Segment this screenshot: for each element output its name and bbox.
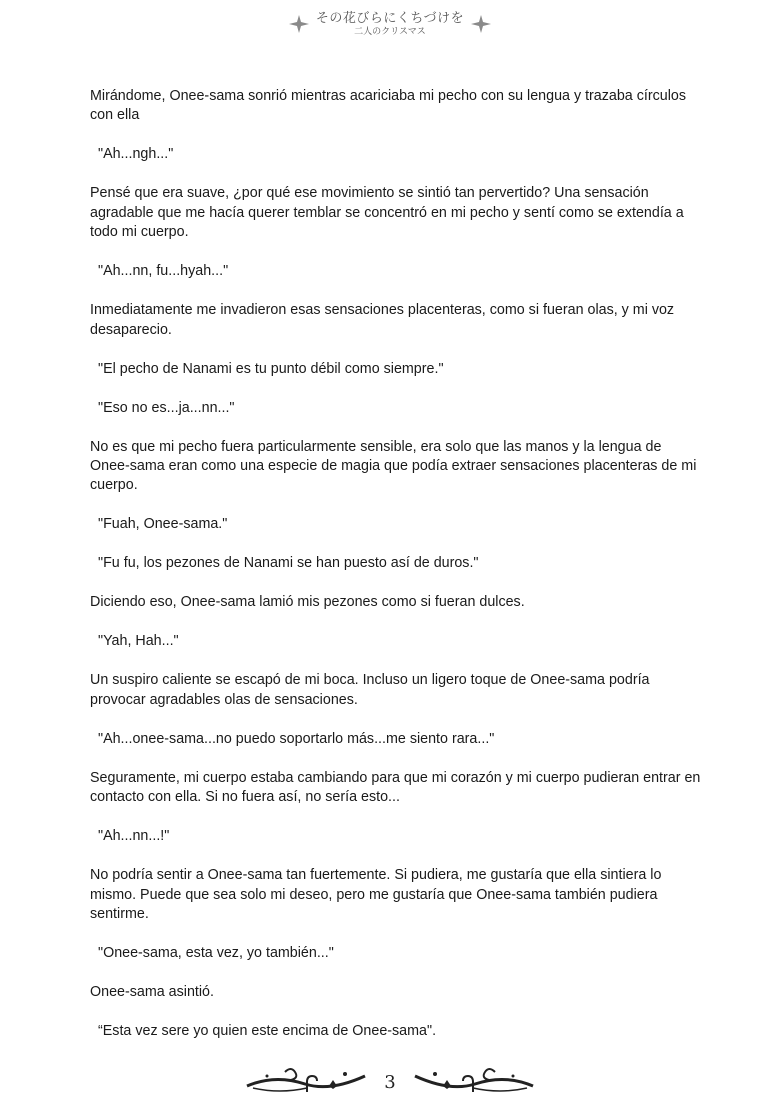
dialogue-line: "Onee-sama, esta vez, yo también..." [98, 945, 334, 962]
ribbon-candy-cane-ornament-icon [245, 1064, 370, 1100]
ribbon-candy-cane-ornament-icon [410, 1064, 535, 1100]
sparkle-star-icon [470, 14, 492, 34]
narration-paragraph: No es que mi pecho fuera particularmente sensible, era solo que las manos y la lengua de Onee-sama eran como una especie de magia que podía extraer sensaciones placenteras de mi cuerpo. [90, 438, 697, 494]
page-header [0, 6, 780, 42]
dialogue-line: "El pecho de Nanami es tu punto débil como siempre." [98, 360, 444, 377]
dialogue-line: "Ah...onee-sama...no puedo soportarlo más...me siento rara..." [98, 730, 495, 747]
book-title-sub: 二人のクリスマス [354, 26, 426, 37]
page-body-text [90, 87, 702, 1061]
narration-paragraph: Seguramente, mi cuerpo estaba cambiando para que mi corazón y mi cuerpo pudieran entrar en contacto con ella. Si no fuera así, no sería esto... [90, 769, 701, 806]
narration-paragraph: Un suspiro caliente se escapó de mi boca. Incluso un ligero toque de Onee-sama podría provocar agradables olas de sensaciones. [90, 672, 650, 708]
dialogue-line: "Fu fu, los pezones de Nanami se han puesto así de duros." [98, 555, 479, 572]
dialogue-line: “Esta vez sere yo quien este encima de Onee-sama". [98, 1023, 437, 1040]
dialogue-line: "Ah...nn, fu...hyah..." [98, 263, 229, 280]
narration-paragraph: Diciendo eso, Onee-sama lamió mis pezones como si fueran dulces. [90, 594, 525, 611]
page-number: 3 [384, 1071, 396, 1093]
sparkle-star-icon [288, 14, 310, 34]
dialogue-line: "Ah...nn...!" [98, 828, 170, 845]
dialogue-line: "Yah, Hah..." [98, 633, 179, 650]
narration-paragraph: Onee-sama asintió. [90, 984, 214, 1001]
dialogue-line: "Eso no es...ja...nn..." [98, 399, 235, 416]
narration-paragraph: Inmediatamente me invadieron esas sensaciones placenteras, como si fueran olas, y mi voz desaparecio. [90, 302, 675, 338]
page-footer [0, 1062, 780, 1102]
book-title-main: その花びらにくちづけを [315, 10, 465, 26]
narration-paragraph: No podría sentir a Onee-sama tan fuertemente. Si pudiera, me gustaría que ella sintiera lo mismo. Puede que sea solo mi deseo, pero me gustaría que Onee-sama también pudiera sentirme. [90, 867, 662, 923]
narration-paragraph: Pensé que era suave, ¿por qué ese movimiento se sintió tan pervertido? Una sensación agradable que me hacía querer temblar se concentró en mi pecho y sentí como se extendía a todo mi cuerpo. [90, 185, 684, 241]
dialogue-line: "Fuah, Onee-sama." [98, 516, 228, 533]
dialogue-line: "Ah...ngh..." [98, 146, 174, 163]
book-title [316, 12, 464, 37]
narration-paragraph: Mirándome, Onee-sama sonrió mientras acariciaba mi pecho con su lengua y trazaba círculos con ella [90, 88, 686, 124]
